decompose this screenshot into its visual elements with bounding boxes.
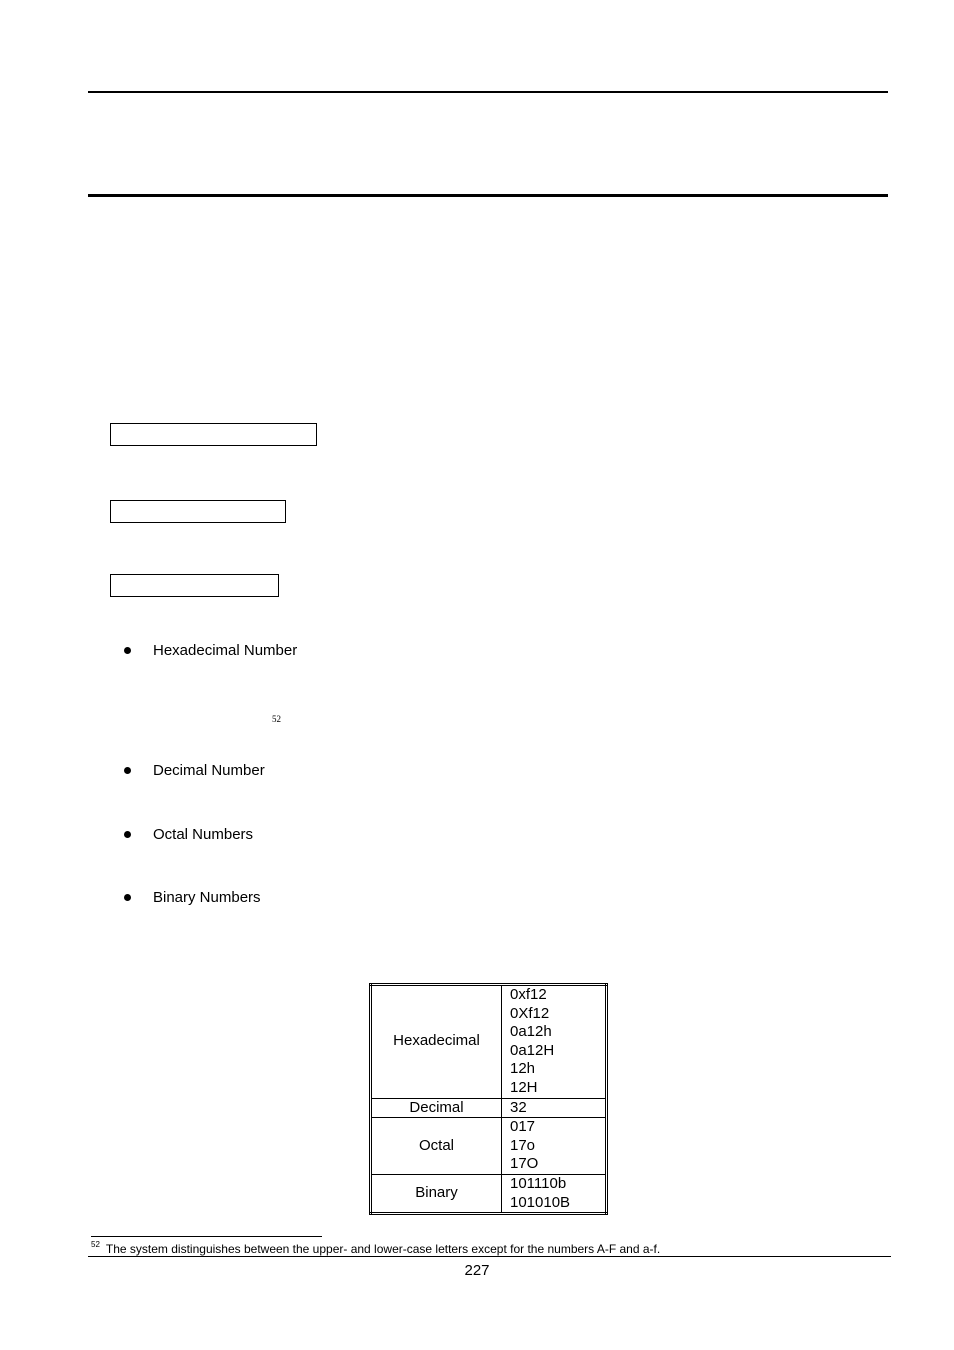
bullet-decimal — [124, 760, 265, 780]
table-cell-values — [502, 1098, 607, 1118]
bullet-label: Octal Numbers — [153, 825, 254, 843]
bullet-label: Hexadecimal Number — [153, 641, 298, 659]
footer-rule — [88, 1256, 891, 1257]
table-cell-kind: Hexadecimal — [371, 985, 502, 1099]
table-value: 17O — [510, 1155, 539, 1173]
table-row — [371, 1098, 607, 1118]
bullet-dot-icon — [124, 647, 131, 654]
footnote — [91, 1242, 660, 1256]
table-cell-values — [502, 1118, 607, 1175]
table-value: 12h — [510, 1060, 536, 1078]
empty-box-3 — [110, 574, 279, 597]
empty-box-2 — [110, 500, 286, 523]
empty-box-1 — [110, 423, 317, 446]
table-cell-kind: Binary — [371, 1174, 502, 1213]
bullet-dot-icon — [124, 831, 131, 838]
table-value: 0xf12 — [510, 986, 547, 1003]
bullet-label: Decimal Number — [153, 761, 265, 779]
table-value: 017 — [510, 1118, 536, 1136]
footnote-separator — [91, 1236, 322, 1237]
table-value: 12H — [510, 1078, 538, 1096]
footnote-reference: 52 — [272, 714, 281, 724]
page-number: 227 — [464, 1262, 490, 1279]
table-cell-kind: Decimal — [371, 1098, 502, 1118]
table-value: 0Xf12 — [510, 1004, 550, 1022]
table-value: 101010B — [510, 1193, 571, 1211]
bullet-dot-icon — [124, 894, 131, 901]
table-row — [371, 1118, 607, 1175]
bullet-dot-icon — [124, 767, 131, 774]
table-row — [371, 1174, 607, 1213]
header-bottom-rule — [88, 194, 888, 197]
footnote-text: The system distinguishes between the upper- and lower-case letters except for the numbers A-F and a-f. — [105, 1242, 661, 1256]
table-value: 17o — [510, 1136, 536, 1154]
bullet-octal — [124, 824, 253, 844]
bullet-hexadecimal — [124, 640, 297, 660]
table-value: 101110b — [510, 1174, 567, 1192]
table-value: 0a12h — [510, 1023, 552, 1041]
table-value: 0a12H — [510, 1041, 555, 1059]
table-value: 32 — [510, 1098, 527, 1116]
header-top-rule — [88, 91, 888, 93]
table-cell-values — [502, 1174, 607, 1213]
footnote-number: 52 — [91, 1240, 100, 1249]
bullet-binary — [124, 887, 261, 907]
table-cell-values — [502, 985, 607, 1099]
number-format-table — [369, 983, 608, 1215]
table-cell-kind: Octal — [371, 1118, 502, 1175]
table-row — [371, 985, 607, 1099]
bullet-label: Binary Numbers — [153, 888, 261, 906]
